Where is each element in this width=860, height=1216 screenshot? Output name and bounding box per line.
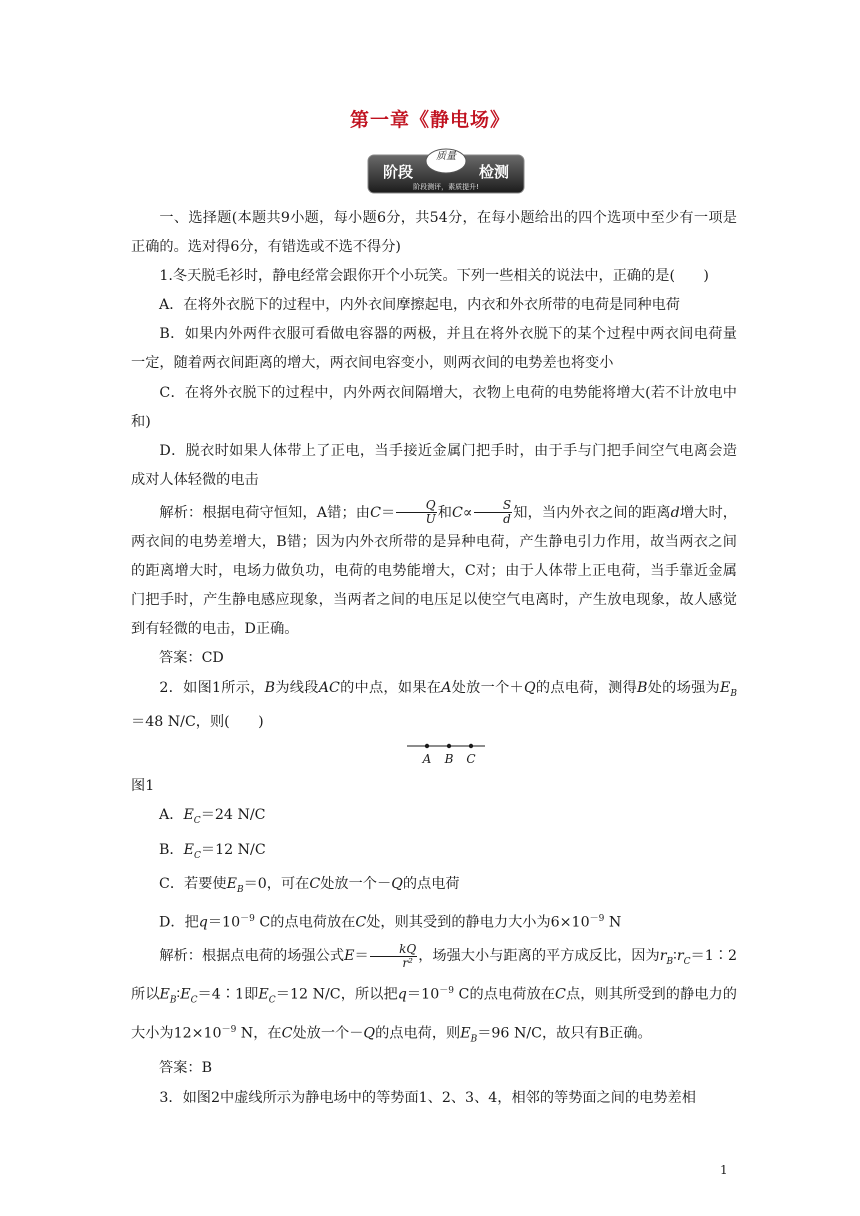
- q1-option-b: B．如果内外两件衣服可看做电容器的两极，并且在将外衣脱下的某个过程中两衣间电荷量一定，随着两衣间距离的增大，两衣间电容变小，则两衣间的电势差也将变小: [131, 326, 737, 372]
- section-intro: 一、选择题(本题共9小题，每小题6分，共54分，在每小题给出的四个选项中至少有一项是正确的。选对得6分，有错选或不选不得分): [131, 210, 737, 256]
- banner-right-text: 检测: [478, 163, 510, 181]
- q2-stem: 2．如图1所示，B为线段AC的中点，如果在A处放一个＋Q的点电荷，测得B处的场强为$E_B=48$ N/C，则( ): [131, 679, 737, 731]
- q3-stem: 3．如图2中虚线所示为静电场中的等势面1、2、3、4，相邻的等势面之间的电势差相: [159, 1089, 696, 1106]
- figure-1-caption: 图1: [131, 777, 155, 794]
- q2-answer: 答案：B: [159, 1060, 212, 1077]
- label-a: A: [422, 751, 432, 766]
- q1-stem: 1.冬天脱毛衫时，静电经常会跟你开个小玩笑。下列一些相关的说法中，正确的是( ): [159, 268, 709, 285]
- q2-option-c: C．若要使$E_B=0$，可在C处放一个－Q的点电荷: [159, 876, 460, 896]
- q2-option-d: D．把$q=10^{-9}$ C的点电荷放在C处，则其受到的静电力大小为$6\times 10^{-9}$ N: [159, 914, 622, 932]
- q2-option-b: B．$E_C=12$ N/C: [159, 841, 266, 861]
- figure-1-diagram: [131, 738, 737, 772]
- label-c: C: [466, 751, 476, 766]
- page-number: 1: [720, 1163, 728, 1177]
- q1-option-c: C．在将外衣脱下的过程中，内外两衣间隔增大，衣物上电荷的电势能将增大(若不计放电中和): [131, 384, 737, 430]
- section-banner: [366, 143, 526, 195]
- figure-1: [131, 738, 737, 772]
- banner-left-text: 阶段: [382, 163, 414, 181]
- page-title: 第一章《静电场》: [349, 109, 510, 131]
- q1-option-d: D．脱衣时如果人体带上了正电，当手接近金属门把手时，由于手与门把手间空气电离会造成对人体轻微的电击: [131, 442, 737, 488]
- q2-solution: 解析：根据点电荷的场强公式E＝ $\frac{kQ}{\text{r²}}$ ，场强大小与距离的平方成反比，因为$r_B∶r_C=1∶2$所以$E_B∶E_C=4∶1$即$E_C=12$ N/C，所以把$q=10^{-9}$ C的点电荷放在C点，则其所受到的静电力的大小为$12\times 10^{-9}$ N，在C处放一个－Q的点电荷，则$E_B=96$ N/C，故只有B正确。: [131, 941, 737, 1045]
- q2-option-a: A．$E_C=24$ N/C: [159, 806, 266, 826]
- content: [131, 204, 737, 1113]
- point-c: [469, 743, 473, 747]
- banner-small-text: 质量: [436, 151, 456, 162]
- banner-tagline: 阶段测评，素质提升!: [413, 183, 479, 191]
- q1-answer: 答案：CD: [159, 650, 224, 667]
- point-b: [447, 743, 451, 747]
- point-a: [425, 743, 429, 747]
- q1-solution: 解析：根据电荷守恒知，A错；由C＝ $\frac{Q}{U}$ 和C∝ $\frac{S}{d}$ 知，当内外衣之间的距离d增大时，两衣间的电势差增大，B错；因为内外衣所带的是异种电荷，产生静电引力作用，故当两衣之间的距离增大时，电场力做负功，电荷的电势能增大，C对；由于人体带上正电荷，当手靠近金属门把手时，产生静电感应现象，当两者之间的电压足以使空气电离时，产生放电现象，故人感觉到有轻微的电击，D正确。: [131, 498, 737, 638]
- label-b: B: [444, 751, 454, 766]
- q1-option-a: A．在将外衣脱下的过程中，内外衣间摩擦起电，内衣和外衣所带的电荷是同种电荷: [159, 297, 680, 314]
